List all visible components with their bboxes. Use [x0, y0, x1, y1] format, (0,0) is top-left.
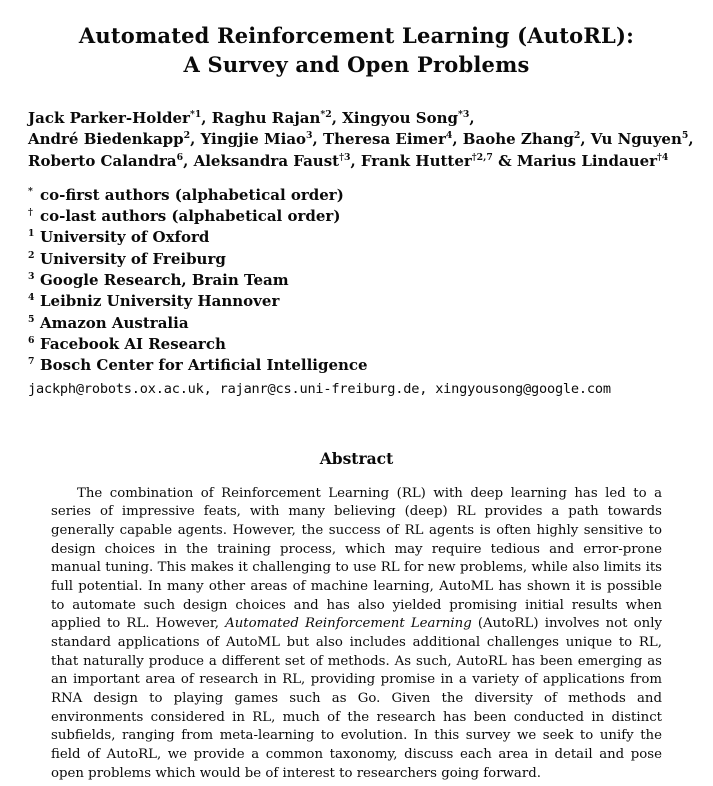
affiliation-text: Leibniz University Hannover — [40, 292, 280, 311]
abstract-section — [28, 449, 685, 784]
affiliation-colast: † co-last authors (alphabetical order) — [28, 207, 341, 226]
affiliation-facebook: $^6$ Facebook AI Research — [28, 334, 226, 353]
affiliation-hannover: $^4$ Leibniz University Hannover — [28, 292, 280, 311]
affiliation-text: University of Oxford — [40, 228, 210, 247]
author-emails: jackph@robots.ox.ac.uk, rajanr@cs.uni-freiburg.de, xingyousong@google.com — [28, 380, 611, 397]
affiliation-freiburg: $^2$ University of Freiburg — [28, 249, 226, 268]
affiliation-text: co-last authors (alphabetical order) — [40, 207, 341, 226]
affiliation-text: Amazon Australia — [40, 313, 189, 332]
affiliation-oxford: $^1$ University of Oxford — [28, 228, 210, 247]
author-line-3: Roberto Calandra$^6$, Aleksandra Faust$^{\dagger 3}$, Frank Hutter$^{\dagger 2,7}$ & Marius Lindauer$^{\dagger 4}$ — [28, 151, 669, 170]
paper-title-line2: A Survey and Open Problems — [183, 51, 530, 77]
affiliation-text: co-first authors (alphabetical order) — [40, 185, 344, 204]
affiliation-text: University of Freiburg — [40, 249, 226, 268]
paper-title — [28, 22, 685, 80]
abstract-paragraph: The combination of Reinforcement Learning (RL) with deep learning has led to a series of impressive feats, with many believing (deep) RL provides a path towards generally capable agents. However, the success of RL agents is often highly sensitive to design choices in the training process, which may require tedious and error-prone manual tuning. This makes it challenging to use RL for new problems, while also limits its full potential. In many other areas of machine learning, AutoML has shown it is possible to automate such design choices and has also yielded promising initial results when applied to RL. However, Automated Reinforcement Learning (AutoRL) involves not only standard applications of AutoML but also includes additional challenges unique to RL, that naturally produce a different set of methods. As such, AutoRL has been emerging as an important area of research in RL, providing promise in a variety of applications from RNA design to playing games such as Go. Given the diversity of methods and environments considered in RL, much of the research has been conducted in distinct subfields, ranging from meta-learning to evolution. In this survey we seek to unify the field of AutoRL, we provide a common taxonomy, discuss each area in detail and pose open problems which would be of interest to researchers going forward. — [51, 485, 662, 781]
paper-title-line1: Automated Reinforcement Learning (AutoRL): — [78, 23, 635, 48]
affiliation-google: $^3$ Google Research, Brain Team — [28, 271, 289, 290]
author-line-2: André Biedenkapp$^2$, Yingjie Miao$^3$, Theresa Eimer$^4$, Baohe Zhang$^2$, Vu Nguyen$^5$, — [28, 130, 694, 149]
author-block — [28, 108, 694, 172]
affiliation-text: Bosch Center for Artificial Intelligence — [40, 356, 368, 375]
affiliation-cofirst: * co-first authors (alphabetical order) — [28, 185, 344, 204]
author-line-1: Jack Parker-Holder$^{*1}$, Raghu Rajan$^{*2}$, Xingyou Song$^{*3}$, — [28, 108, 475, 127]
affiliation-text: Facebook AI Research — [40, 334, 226, 353]
affiliation-bosch: $^7$ Bosch Center for Artificial Intelligence — [28, 356, 368, 375]
abstract-heading: Abstract — [319, 448, 394, 468]
affiliation-list — [28, 185, 685, 377]
affiliation-text: Google Research, Brain Team — [40, 271, 289, 290]
affiliation-amazon: $^5$ Amazon Australia — [28, 313, 189, 332]
